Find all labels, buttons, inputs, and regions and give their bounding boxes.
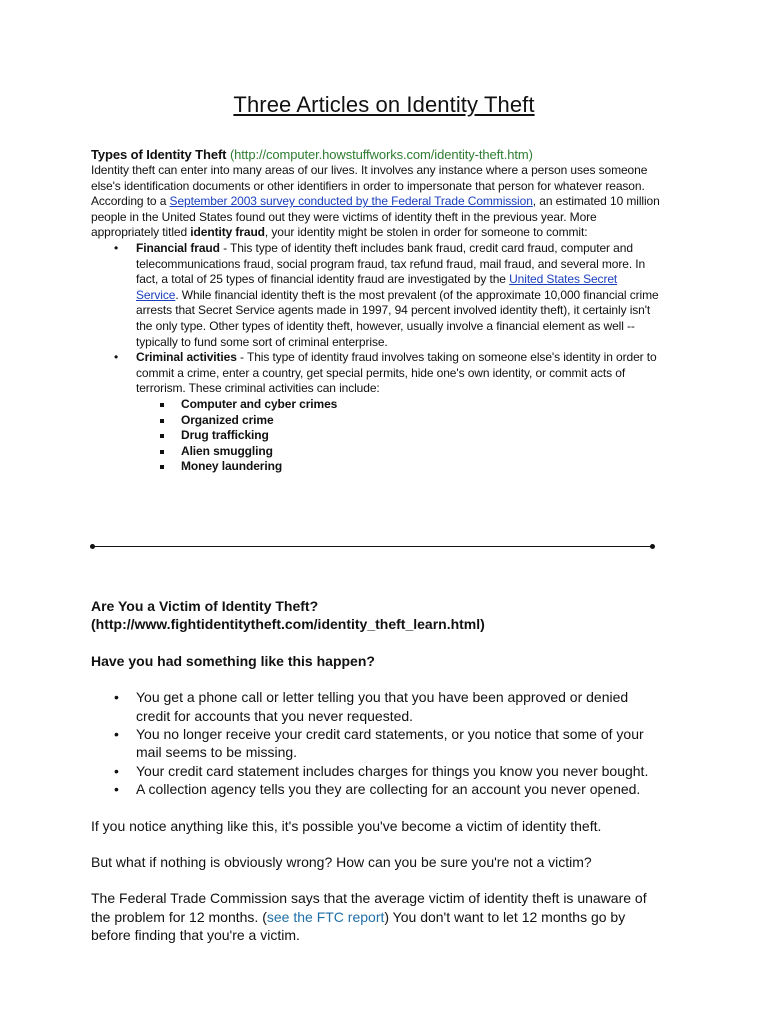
list-item: • Your credit card statement includes charges for things you know you never bought. bbox=[136, 762, 661, 780]
financial-fraud-text-1: - This type of identity theft includes bank fraud, credit card fraud, computer and telecommunications fraud, social program fraud, tax refund fraud, mail fraud, and several more. In fact, a total of 25 types of financial identity fraud are investigated by the bbox=[136, 240, 646, 287]
paragraph-question: But what if nothing is obviously wrong? How can you be sure you're not a victim? bbox=[91, 854, 592, 871]
article-are-you-a-victim bbox=[91, 597, 661, 945]
list-item-financial-fraud bbox=[136, 241, 661, 350]
article2-title: Are You a Victim of Identity Theft? bbox=[91, 598, 319, 614]
document-title: Three Articles on Identity Theft bbox=[233, 92, 535, 117]
list-item: • You no longer receive your credit card statements, or you notice that some of your mail seems to be missing. bbox=[136, 725, 661, 762]
list-item-criminal-activities bbox=[136, 350, 661, 475]
article2-url: (http://www.fightidentitytheft.com/identity_theft_learn.html) bbox=[91, 616, 485, 633]
divider-dot-right bbox=[650, 544, 655, 549]
section-divider bbox=[92, 546, 653, 547]
divider-dot-left bbox=[90, 544, 95, 549]
article2-heading bbox=[91, 597, 661, 634]
intro-text-2: , an estimated 10 million people in the United States found out they were victims of identity theft in the previous year. More appropriately titled bbox=[91, 194, 660, 240]
financial-fraud-label: Financial fraud bbox=[136, 240, 220, 255]
ftc-survey-link[interactable]: September 2003 survey conducted by the Federal Trade Commission bbox=[169, 194, 533, 209]
intro-text-1: Identity theft can enter into many areas of our lives. It involves any instance where a person uses someone else's identification documents or other identifiers in order to impersonate that person for whatever reason. According to a bbox=[91, 163, 648, 209]
article2-subheading: Have you had something like this happen? bbox=[91, 652, 375, 669]
ftc-text-2: ) You don't want to let 12 months go by before finding that you're a victim. bbox=[91, 908, 626, 944]
financial-fraud-text-2: . While financial identity theft is the most prevalent (of the approximate 10,000 financial crime arrests that Secret Service agents made in 1997, 94 percent involved identity theft), it certainly isn't the only type. Other types of identity theft, however, usually involve a financial element as well -- typically to fund some sort of criminal enterprise. bbox=[136, 287, 659, 349]
article1-heading-line bbox=[91, 147, 661, 163]
ftc-report-link[interactable]: see the FTC report bbox=[266, 908, 385, 925]
criminal-activities-label: Criminal activities bbox=[136, 350, 237, 365]
article1-intro bbox=[91, 163, 661, 241]
paragraph-ftc bbox=[91, 889, 661, 944]
list-item: Alien smuggling bbox=[181, 444, 661, 460]
warning-signs-list bbox=[91, 688, 661, 798]
identity-fraud-term: identity fraud bbox=[190, 225, 265, 240]
criminal-activities-sublist bbox=[136, 397, 661, 475]
list-item: • A collection agency tells you they are collecting for an account you never opened. bbox=[136, 780, 661, 798]
list-item: • You get a phone call or letter telling you that you have been approved or denied credit for accounts that you never requested. bbox=[136, 688, 661, 725]
criminal-activities-text: - This type of identity fraud involves taking on someone else's identity in order to commit a crime, enter a country, get special permits, hide one's own identity, or commit acts of terrorism. These criminal activities can include: bbox=[136, 350, 657, 396]
fraud-types-list bbox=[91, 241, 661, 475]
article1-heading: Types of Identity Theft bbox=[91, 147, 227, 162]
article1-url: (http://computer.howstuffworks.com/identity-theft.htm) bbox=[229, 147, 533, 162]
list-item: Computer and cyber crimes bbox=[181, 397, 661, 413]
intro-text-3: , your identity might be stolen in order for someone to commit: bbox=[264, 225, 588, 240]
paragraph-notice: If you notice anything like this, it's possible you've become a victim of identity theft. bbox=[91, 817, 602, 834]
list-item: Drug trafficking bbox=[181, 428, 661, 444]
list-item: Money laundering bbox=[181, 459, 661, 475]
secret-service-link[interactable]: United States Secret Service bbox=[136, 272, 618, 302]
list-item: Organized crime bbox=[181, 413, 661, 429]
ftc-text-1: The Federal Trade Commission says that the average victim of identity theft is unaware of the problem for 12 months. ( bbox=[91, 890, 647, 925]
article-types-of-identity-theft bbox=[91, 147, 661, 475]
